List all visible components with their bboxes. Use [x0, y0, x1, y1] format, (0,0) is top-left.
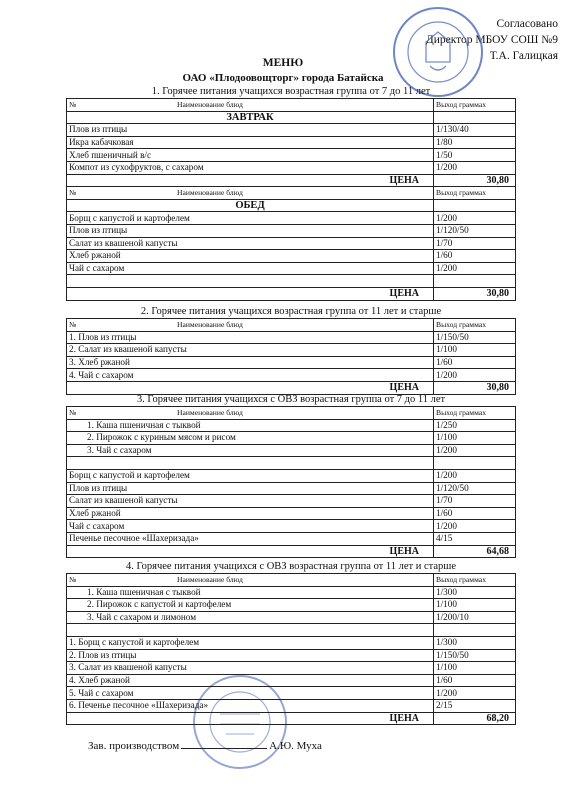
dish-name: Плов из птицы — [67, 224, 434, 237]
dish-name: 4. Хлеб ржаной — [67, 674, 434, 687]
dish-out: 1/200 — [434, 262, 516, 275]
dish-out: 1/200 — [434, 369, 516, 382]
dish-out: 1/200 — [434, 444, 516, 457]
signature-line — [88, 740, 322, 752]
dish-name: Плов из птицы — [67, 482, 434, 495]
dish-name: 3. Чай с сахаром — [67, 444, 434, 457]
dish-name: Хлеб ржаной — [67, 507, 434, 520]
dish-out: 1/120/50 — [434, 224, 516, 237]
table-row — [67, 611, 516, 624]
dish-out: 1/200/10 — [434, 611, 516, 624]
table-row — [67, 212, 516, 225]
table-header-row — [67, 574, 516, 587]
table-header-row — [67, 319, 516, 332]
dish-out: 1/100 — [434, 662, 516, 675]
dish-out: 1/100 — [434, 344, 516, 357]
dish-name: Салат из квашеной капусты — [67, 237, 434, 250]
dish-name: 1. Каша пшеничная с тыквой — [67, 419, 434, 432]
dish-out: 1/100 — [434, 432, 516, 445]
table-row — [67, 262, 516, 275]
dish-out: 1/200 — [434, 469, 516, 482]
dish-out: 1/120/50 — [434, 482, 516, 495]
organization-name: ОАО «Плодоовощторг» города Батайска — [182, 72, 384, 84]
col-no-header: № — [69, 320, 77, 330]
dish-name: Хлеб пшеничный в/с — [67, 149, 434, 162]
dish-name: 3. Хлеб ржаной — [67, 356, 434, 369]
table-row — [67, 419, 516, 432]
table-row — [67, 532, 516, 545]
dish-name: 1. Каша пшеничная с тыквой — [67, 586, 434, 599]
section-3 — [66, 394, 516, 558]
dish-out: 1/60 — [434, 674, 516, 687]
col-no-header: № — [69, 575, 77, 585]
table-row — [67, 444, 516, 457]
approval-name: Т.А. Галицкая — [489, 50, 558, 62]
dish-name: Чай с сахаром — [67, 262, 434, 275]
table-row — [67, 224, 516, 237]
dish-name: 1. Плов из птицы — [67, 331, 434, 344]
dish-name: 3. Салат из квашеной капусты — [67, 662, 434, 675]
dish-name: 2. Плов из птицы — [67, 649, 434, 662]
col-name-header: Наименование блюд — [177, 320, 243, 330]
table-row — [67, 161, 516, 174]
empty-row — [67, 275, 516, 288]
dish-name: 4. Чай с сахаром — [67, 369, 434, 382]
price-label: ЦЕНА — [67, 174, 434, 187]
signature-blank — [181, 748, 267, 749]
table-row — [67, 136, 516, 149]
dish-name: Печенье песочное «Шахеризада» — [67, 532, 434, 545]
price-label: ЦЕНА — [67, 712, 434, 725]
table-row — [67, 662, 516, 675]
col-no-header: № — [69, 188, 77, 198]
dish-name: 1. Борщ с капустой и картофелем — [67, 636, 434, 649]
section-2 — [66, 306, 516, 395]
dish-out: 1/70 — [434, 495, 516, 508]
col-no-header: № — [69, 100, 77, 110]
table-row — [67, 124, 516, 137]
dish-name: Хлеб ржаной — [67, 250, 434, 263]
dish-out: 1/50 — [434, 149, 516, 162]
table-row — [67, 331, 516, 344]
price-value: 30,80 — [434, 287, 516, 300]
menu-table — [66, 98, 516, 301]
dish-out: 2/15 — [434, 699, 516, 712]
table-row — [67, 699, 516, 712]
price-row — [67, 545, 516, 558]
table-row — [67, 237, 516, 250]
approval-title: Согласовано — [496, 18, 558, 30]
dish-name: Борщ с капустой и картофелем — [67, 212, 434, 225]
dish-name: Компот из сухофруктов, с сахаром — [67, 161, 434, 174]
dish-out: 1/60 — [434, 250, 516, 263]
empty-row — [67, 624, 516, 637]
signature-role: Зав. производством — [88, 740, 180, 752]
dish-name: Чай с сахаром — [67, 520, 434, 533]
meal-heading: ЗАВТРАК — [67, 111, 434, 124]
price-row — [67, 381, 516, 394]
meal-heading-row — [67, 111, 516, 124]
col-name-header: Наименование блюд — [177, 575, 243, 585]
dish-name: Салат из квашеной капусты — [67, 495, 434, 508]
dish-out: 1/130/40 — [434, 124, 516, 137]
section-title: 2. Горячее питания учащихся возрастная группа от 11 лет и старше — [140, 306, 442, 317]
table-row — [67, 599, 516, 612]
price-value: 64,68 — [434, 545, 516, 558]
dish-name: Икра кабачковая — [67, 136, 434, 149]
signature-name: А.Ю. Муха — [269, 740, 322, 752]
col-out-header: Выход граммах — [434, 407, 516, 420]
dish-out: 1/70 — [434, 237, 516, 250]
dish-name: 6. Печенье песочное «Шахеризада» — [67, 699, 434, 712]
col-out-header: Выход граммах — [434, 574, 516, 587]
table-row — [67, 586, 516, 599]
menu-table — [66, 406, 516, 558]
table-row — [67, 356, 516, 369]
price-row — [67, 712, 516, 725]
table-row — [67, 649, 516, 662]
col-out-header: Выход граммах — [434, 187, 516, 200]
dish-name: 2. Пирожок с куриным мясом и рисом — [67, 432, 434, 445]
table-row — [67, 432, 516, 445]
table-row — [67, 469, 516, 482]
dish-out: 1/200 — [434, 161, 516, 174]
section-1 — [66, 86, 516, 301]
table-row — [67, 507, 516, 520]
dish-name: Плов из птицы — [67, 124, 434, 137]
section-title: 3. Горячее питания учащихся с ОВЗ возрастная группа от 7 до 11 лет — [136, 394, 446, 405]
section-title: 4. Горячее питания учащихся с ОВЗ возрастная группа от 11 лет и старше — [125, 561, 457, 572]
table-row — [67, 495, 516, 508]
dish-out: 1/300 — [434, 636, 516, 649]
dish-name: 2. Пирожок с капустой и картофелем — [67, 599, 434, 612]
dish-out: 4/15 — [434, 532, 516, 545]
col-name-header: Наименование блюд — [177, 408, 243, 418]
price-label: ЦЕНА — [67, 381, 434, 394]
dish-out: 1/200 — [434, 687, 516, 700]
dish-name: Борщ с капустой и картофелем — [67, 469, 434, 482]
price-row — [67, 287, 516, 300]
dish-out: 1/80 — [434, 136, 516, 149]
col-out-header: Выход граммах — [434, 99, 516, 112]
table-row — [67, 636, 516, 649]
dish-out: 1/200 — [434, 212, 516, 225]
table-header-row — [67, 407, 516, 420]
dish-out: 1/100 — [434, 599, 516, 612]
table-row — [67, 687, 516, 700]
price-row — [67, 174, 516, 187]
section-4 — [66, 561, 516, 725]
dish-name: 3. Чай с сахаром и лимоном — [67, 611, 434, 624]
approval-position: Директор МБОУ СОШ №9 — [425, 34, 558, 46]
price-label: ЦЕНА — [67, 287, 434, 300]
empty-row — [67, 457, 516, 470]
dish-out: 1/60 — [434, 507, 516, 520]
page-title: МЕНЮ — [262, 57, 304, 69]
table-header-row — [67, 187, 516, 200]
table-row — [67, 369, 516, 382]
menu-table — [66, 318, 516, 395]
dish-out: 1/150/50 — [434, 331, 516, 344]
price-value: 30,80 — [434, 381, 516, 394]
col-name-header: Наименование блюд — [177, 188, 243, 198]
dish-out: 1/300 — [434, 586, 516, 599]
dish-name: 5. Чай с сахаром — [67, 687, 434, 700]
col-name-header: Наименование блюд — [177, 100, 243, 110]
price-label: ЦЕНА — [67, 545, 434, 558]
dish-name: 2. Салат из квашеной капусты — [67, 344, 434, 357]
table-row — [67, 674, 516, 687]
col-no-header: № — [69, 408, 77, 418]
table-row — [67, 250, 516, 263]
dish-out: 1/200 — [434, 520, 516, 533]
table-row — [67, 149, 516, 162]
table-row — [67, 520, 516, 533]
price-value: 30,80 — [434, 174, 516, 187]
table-header-row — [67, 99, 516, 112]
section-title: 1. Горячее питания учащихся возрастная группа от 7 до 11 лет — [151, 86, 431, 97]
meal-heading-row — [67, 199, 516, 212]
dish-out: 1/150/50 — [434, 649, 516, 662]
col-out-header: Выход граммах — [434, 319, 516, 332]
price-value: 68,20 — [434, 712, 516, 725]
dish-out: 1/60 — [434, 356, 516, 369]
table-row — [67, 344, 516, 357]
menu-table — [66, 573, 516, 725]
dish-out: 1/250 — [434, 419, 516, 432]
meal-heading: ОБЕД — [67, 199, 434, 212]
table-row — [67, 482, 516, 495]
